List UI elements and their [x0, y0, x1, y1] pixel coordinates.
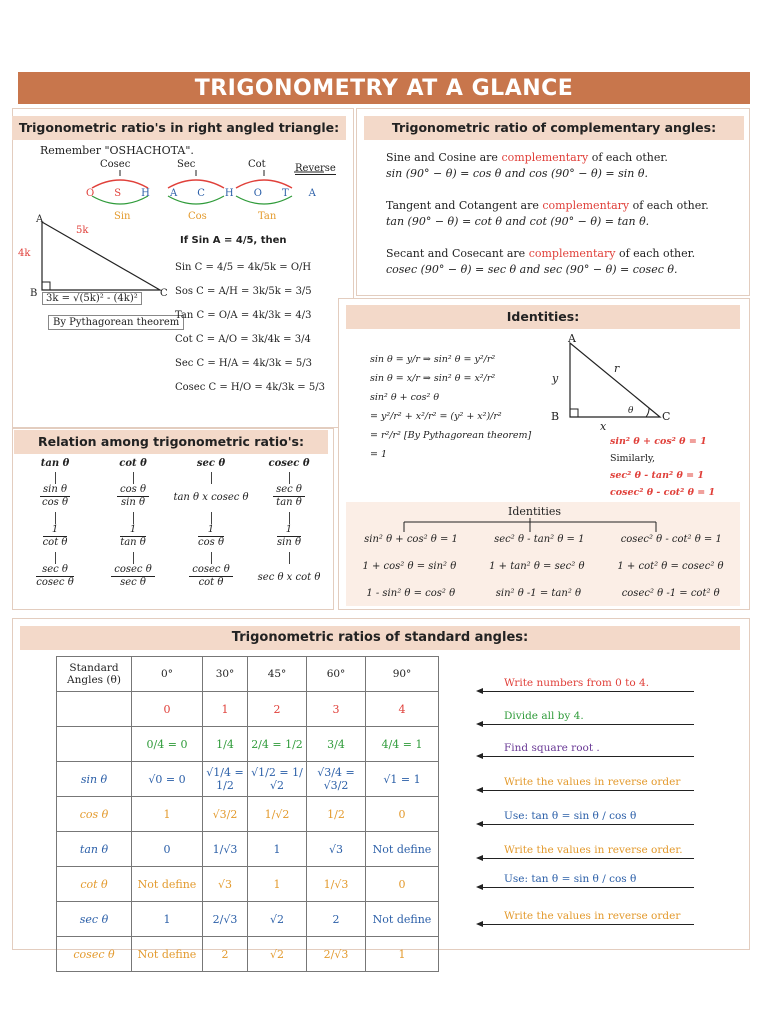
relation-head: cot θ [119, 458, 147, 469]
table-cell [57, 727, 132, 762]
oshachota-letters [86, 188, 316, 199]
fraction-denominator: cot θ [42, 537, 68, 548]
fraction-denominator: tan θ [276, 497, 302, 508]
table-cell: √3/4 = √3/2 [307, 762, 366, 797]
relation-column [16, 458, 94, 592]
table-cell [57, 692, 132, 727]
table-cell: 0 [366, 867, 439, 902]
table-cell: Not define [132, 867, 203, 902]
table-row [57, 832, 439, 867]
table-cell: √3/2 [203, 797, 248, 832]
comp-line: of each other. [615, 247, 696, 260]
fraction-denominator: cot θ [198, 577, 224, 588]
table-cell: √0 = 0 [132, 762, 203, 797]
table-row [57, 902, 439, 937]
note-arrow [482, 824, 694, 825]
vertex-c: C [160, 288, 168, 299]
table-cell: 1 [366, 937, 439, 972]
letter: O [253, 188, 262, 199]
note-arrow [482, 691, 694, 692]
relation-head: sec θ [196, 458, 226, 469]
identity-result: sec² θ - tan² θ = 1 [610, 470, 704, 481]
label-sin: Sin [114, 211, 131, 222]
comp-keyword: complementary [542, 199, 630, 212]
identity-cell: cosec² θ -1 = cot² θ [621, 588, 720, 599]
fraction-numerator: cosec θ [189, 564, 232, 577]
identities-heading: Identities: [346, 305, 740, 329]
standard-notes [470, 656, 730, 936]
comp-line: Tangent and Cotangent are [386, 199, 543, 212]
tri-vertex-c: C [662, 410, 671, 423]
table-cell: 2 [307, 902, 366, 937]
derivation-line: = r²/r² [By Pythagorean theorem] [370, 430, 532, 441]
relation-fraction [277, 524, 301, 549]
identities-grid [346, 534, 740, 615]
relation-fraction [198, 524, 224, 549]
fraction-denominator: tan θ [120, 537, 146, 548]
table-cell: √1 = 1 [366, 762, 439, 797]
relation-head: cosec θ [268, 458, 310, 469]
label-cot: Cot [248, 159, 266, 170]
ratio-row: Sin C = 4/5 = 4k/5k = O/H [175, 262, 312, 273]
fraction-denominator: cos θ [42, 497, 68, 508]
ratio-rows [175, 256, 325, 400]
relation-fraction [36, 564, 73, 589]
side-hyp: 5k [76, 225, 89, 236]
table-header-cell: 30° [203, 657, 248, 692]
letter: A [169, 188, 178, 199]
fraction-numerator: sec θ [36, 564, 73, 577]
standard-heading: Trigonometric ratios of standard angles: [20, 626, 740, 650]
comp-formula: sin (90° − θ) = cos θ and cos (90° − θ) = sin θ. [386, 167, 649, 180]
table-cell: 3/4 [307, 727, 366, 762]
table-row [57, 762, 439, 797]
identities-branch [390, 518, 670, 534]
table-row-label: cosec θ [57, 937, 132, 972]
note-arrow [482, 790, 694, 791]
derivation-line: sin θ = y/r ⇒ sin² θ = y²/r² [370, 354, 496, 365]
relation-heading: Relation among trigonometric ratio's: [14, 430, 328, 454]
pythag-note: By Pythagorean theorem [48, 315, 184, 330]
table-cell: 4/4 = 1 [366, 727, 439, 762]
table-row-label: sec θ [57, 902, 132, 937]
ratio-row: Sec C = H/A = 4k/3k = 5/3 [175, 358, 313, 369]
table-cell: 1/√2 [248, 797, 307, 832]
identities-subtitle: Identities [508, 505, 562, 518]
relation-connector [289, 472, 290, 484]
identity-results [610, 433, 715, 501]
derivation-line: sin θ = x/r ⇒ sin² θ = x²/r² [370, 373, 496, 384]
if-text: If Sin A = 4/5, then [180, 235, 287, 246]
note-text: Use: tan θ = sin θ / cos θ [504, 873, 637, 885]
relation-fraction [40, 484, 70, 509]
relation-product: sec θ x cot θ [257, 572, 321, 583]
table-cell: √1/2 = 1/√2 [248, 762, 307, 797]
complementary-heading: Trigonometric ratio of complementary angles: [364, 116, 744, 140]
table-cell: 1/√3 [307, 867, 366, 902]
label-cos: Cos [188, 211, 207, 222]
page-title: TRIGONOMETRY AT A GLANCE [18, 72, 750, 104]
table-row-label: tan θ [57, 832, 132, 867]
table-cell: √2 [248, 902, 307, 937]
relation-connector [289, 512, 290, 524]
table-cell: 1 [132, 902, 203, 937]
comp-line: of each other. [588, 151, 668, 164]
note-arrow [482, 887, 694, 888]
vertex-b: B [30, 288, 38, 299]
table-cell: 2/4 = 1/2 [248, 727, 307, 762]
relation-connector [55, 552, 56, 564]
note-text: Use: tan θ = sin θ / cos θ [504, 810, 637, 822]
table-row [57, 692, 439, 727]
complementary-text [386, 150, 709, 278]
table-cell: 1 [248, 832, 307, 867]
table-cell: √1/4 = 1/2 [203, 762, 248, 797]
ratio-row: Cosec C = H/O = 4k/3k = 5/3 [175, 382, 325, 393]
table-cell: 2 [248, 692, 307, 727]
tri-side-x: x [600, 420, 607, 433]
table-cell: 1/√3 [203, 832, 248, 867]
derivation-line: = 1 [370, 449, 388, 460]
fraction-numerator: 1 [198, 524, 224, 537]
table-cell: 0 [132, 692, 203, 727]
table-cell: 2/√3 [307, 937, 366, 972]
table-cell: 2/√3 [203, 902, 248, 937]
derivation-line: sin² θ + cos² θ [370, 392, 440, 403]
side-left: 4k [18, 248, 31, 259]
relation-connector [211, 552, 212, 564]
letter: O [86, 188, 95, 199]
fraction-numerator: sec θ [273, 484, 305, 497]
relation-connector [133, 552, 134, 564]
table-cell: 1/4 [203, 727, 248, 762]
identity-cell: sin² θ + cos² θ = 1 [364, 534, 458, 545]
relation-product: tan θ x cosec θ [173, 492, 249, 503]
table-row [57, 797, 439, 832]
relation-fraction [273, 484, 305, 509]
identity-cell: sin² θ -1 = tan² θ [495, 588, 582, 599]
table-row [57, 867, 439, 902]
relation-connector [133, 512, 134, 524]
letter: H [224, 188, 234, 199]
identity-cell: sec² θ - tan² θ = 1 [494, 534, 585, 545]
label-tan: Tan [258, 211, 277, 222]
table-cell: √3 [203, 867, 248, 902]
table-cell: 0 [132, 832, 203, 867]
note-text: Write the values in reverse order. [504, 844, 683, 856]
ratio-row: Sos C = A/H = 3k/5k = 3/5 [175, 286, 312, 297]
table-cell: Not define [366, 832, 439, 867]
table-cell: √2 [248, 937, 307, 972]
letter: H [141, 188, 150, 199]
identity-cell: cosec² θ - cot² θ = 1 [620, 534, 722, 545]
note-arrow [482, 756, 694, 757]
table-row-label: cos θ [57, 797, 132, 832]
table-cell: 1 [203, 692, 248, 727]
note-arrow [482, 724, 694, 725]
pythag-expr: 3k = √(5k)² - (4k)² [42, 292, 142, 305]
table-cell: Not define [132, 937, 203, 972]
note-text: Find square root . [504, 742, 600, 754]
table-row-label: sin θ [57, 762, 132, 797]
vertex-a: A [36, 214, 44, 225]
table-cell: 0/4 = 0 [132, 727, 203, 762]
comp-formula: cosec (90° − θ) = sec θ and sec (90° − θ) = cosec θ. [386, 263, 678, 276]
fraction-numerator: 1 [120, 524, 146, 537]
comp-keyword: complementary [528, 247, 616, 260]
table-header-cell: 0° [132, 657, 203, 692]
identities-derivation [370, 350, 531, 464]
relation-column [250, 458, 328, 592]
table-header-cell: 90° [366, 657, 439, 692]
tri-vertex-b: B [551, 410, 560, 423]
fraction-denominator: sin θ [121, 497, 145, 508]
fraction-numerator: 1 [43, 524, 68, 537]
tri-theta: θ [628, 406, 634, 416]
identity-cell: 1 + tan² θ = sec² θ [489, 561, 585, 572]
relation-fraction [120, 524, 146, 549]
table-header-cell: 45° [248, 657, 307, 692]
note-arrow [482, 858, 694, 859]
letter: S [114, 188, 122, 199]
table-header-row [57, 657, 439, 692]
relation-connector [289, 552, 290, 564]
table-cell: 1/2 [307, 797, 366, 832]
ratio-row: Tan C = O/A = 4k/3k = 4/3 [175, 310, 312, 321]
fraction-numerator: sin θ [40, 484, 70, 497]
identity-result: sin² θ + cos² θ = 1 [610, 436, 707, 447]
note-text: Write numbers from 0 to 4. [504, 677, 650, 689]
tri-side-r: r [614, 362, 620, 375]
table-row [57, 727, 439, 762]
triangle-diagram [30, 210, 175, 300]
reverse-label: Reverse [295, 163, 336, 174]
table-cell: 4 [366, 692, 439, 727]
derivation-line: = y²/r² + x²/r² = (y² + x²)/r² [370, 411, 502, 422]
fraction-numerator: 1 [277, 524, 301, 537]
table-header-cell: Standard Angles (θ) [57, 657, 132, 692]
comp-line: Sine and Cosine are [386, 151, 502, 164]
relation-fraction [111, 564, 154, 589]
label-cosec: Cosec [100, 159, 131, 170]
table-cell: √3 [307, 832, 366, 867]
fraction-numerator: cos θ [117, 484, 149, 497]
table-cell: 3 [307, 692, 366, 727]
table-cell: 1 [248, 867, 307, 902]
right-triangle-heading: Trigonometric ratio's in right angled triangle: [12, 116, 346, 140]
identity-cell: 1 - sin² θ = cos² θ [366, 588, 456, 599]
relation-connector [133, 472, 134, 484]
fraction-numerator: cosec θ [111, 564, 154, 577]
note-text: Divide all by 4. [504, 710, 584, 722]
standard-angles-table [56, 656, 439, 972]
relation-head: tan θ [40, 458, 70, 469]
table-row-label: cot θ [57, 867, 132, 902]
letter: A [308, 188, 316, 199]
relation-connector [211, 512, 212, 524]
comp-formula: tan (90° − θ) = cot θ and cot (90° − θ) = tan θ. [386, 215, 650, 228]
ratio-row: Cot C = A/O = 3k/4k = 3/4 [175, 334, 311, 345]
table-cell: 2 [203, 937, 248, 972]
note-text: Write the values in reverse order [504, 776, 681, 788]
identity-cell: 1 + cot² θ = cosec² θ [617, 561, 724, 572]
relation-fraction [189, 564, 232, 589]
table-header-cell: 60° [307, 657, 366, 692]
table-cell: 1 [132, 797, 203, 832]
relation-fraction [43, 524, 68, 549]
relation-connector [55, 512, 56, 524]
fraction-denominator: cos θ [198, 537, 224, 548]
identity-similarly: Similarly, [610, 453, 655, 464]
identity-result: cosec² θ - cot² θ = 1 [610, 487, 716, 498]
comp-line: of each other. [629, 199, 709, 212]
note-arrow [482, 924, 694, 925]
fraction-denominator: sin θ [277, 537, 301, 548]
relation-fraction [117, 484, 149, 509]
label-sec: Sec [177, 159, 196, 170]
letter: T [281, 188, 289, 199]
fraction-denominator: sec θ [120, 577, 146, 588]
letter: C [197, 188, 205, 199]
relation-columns [16, 458, 328, 606]
relation-column [172, 458, 250, 592]
relation-column [94, 458, 172, 592]
relation-connector [211, 472, 212, 484]
fraction-denominator: cosec θ [36, 577, 74, 588]
table-cell: Not define [366, 902, 439, 937]
relation-connector [55, 472, 56, 484]
comp-keyword: complementary [501, 151, 589, 164]
remember-text: Remember "OSHACHOTA". [40, 144, 194, 157]
table-row [57, 937, 439, 972]
identity-cell: 1 + cos² θ = sin² θ [362, 561, 457, 572]
note-text: Write the values in reverse order [504, 910, 681, 922]
tri-side-y: y [552, 372, 559, 385]
comp-line: Secant and Cosecant are [386, 247, 529, 260]
table-cell: 0 [366, 797, 439, 832]
tri-vertex-a: A [568, 332, 576, 345]
